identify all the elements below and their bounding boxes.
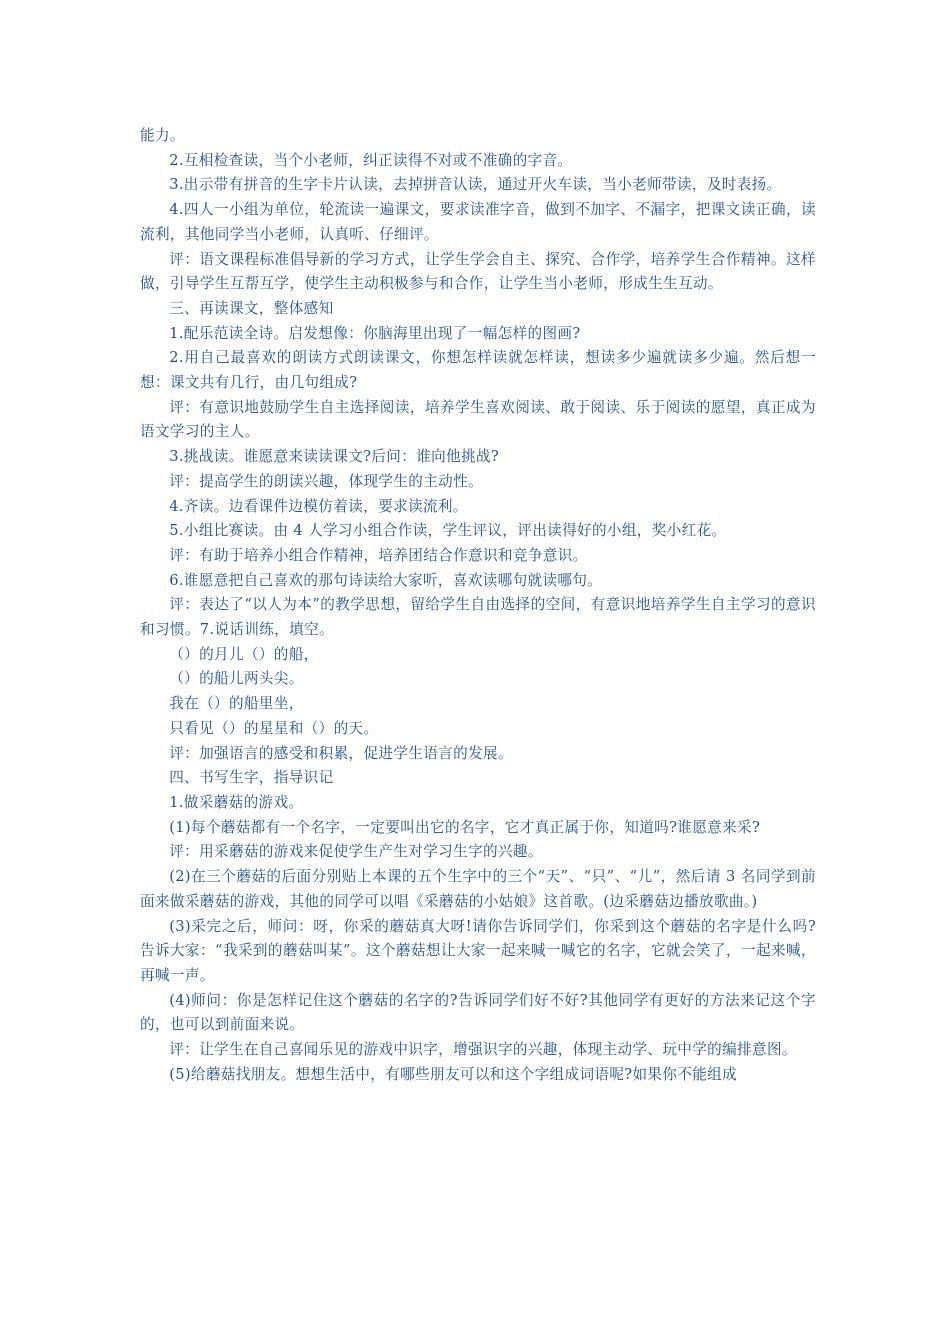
paragraph: 3.出示带有拼音的生字卡片认读，去掉拼音认读，通过开火车读，当小老师带读，及时表扬。 bbox=[169, 176, 782, 194]
paragraph: (3)采完之后，师问：呀，你采的蘑菇真大呀!请你告诉同学们，你采到这个蘑菇的名字是什么吗?告诉大家：“我采到的蘑菇叫某”。这个蘑菇想让大家一起来喊一喊它的名字，它就会笑了，一起来喊，再喊一声。 bbox=[140, 917, 816, 984]
paragraph: (5)给蘑菇找朋友。想想生活中，有哪些朋友可以和这个字组成词语呢?如果你不能组成 bbox=[169, 1065, 738, 1083]
commentary-paragraph: 评：语文课程标准倡导新的学习方式，让学生学会自主、探究、合作学，培养学生合作精神。这样做，引导学生互帮互学，使学生主动积极参与和合作，让学生当小老师，形成生生互动。 bbox=[140, 250, 816, 293]
section-heading: 四、书写生字，指导识记 bbox=[169, 769, 334, 787]
commentary-paragraph: 评：有意识地鼓励学生自主选择阅读，培养学生喜欢阅读、敢于阅读、乐于阅读的愿望，真正成为语文学习的主人。 bbox=[140, 398, 816, 441]
poem-line: 只看见（）的星星和（）的天。 bbox=[169, 719, 379, 737]
paragraph: (4)师问：你是怎样记住这个蘑菇的名字的?告诉同学们好不好?其他同学有更好的方法来记这个字的，也可以到前面来说。 bbox=[140, 991, 816, 1034]
paragraph: 1.做采蘑菇的游戏。 bbox=[169, 793, 304, 811]
poem-line: （）的船儿两头尖。 bbox=[169, 670, 304, 688]
paragraph: 1.配乐范读全诗。启发想像：你脑海里出现了一幅怎样的图画? bbox=[169, 324, 581, 342]
paragraph: 6.谁愿意把自己喜欢的那句诗读给大家听，喜欢读哪句就读哪句。 bbox=[169, 571, 603, 589]
poem-line: （）的月儿（）的船， bbox=[169, 645, 319, 663]
commentary-paragraph: 评：加强语言的感受和积累，促进学生语言的发展。 bbox=[169, 744, 513, 762]
poem-line: 我在（）的船里坐， bbox=[169, 695, 304, 713]
paragraph: 3.挑战读。谁愿意来读读课文?后问：谁向他挑战? bbox=[169, 448, 500, 466]
paragraph: 2.用自己最喜欢的朗读方式朗读课文，你想怎样读就怎样读，想读多少遍就读多少遍。然后想一想：课文共有几行，由几句组成? bbox=[140, 349, 816, 392]
commentary-paragraph: 评：有助于培养小组合作精神，培养团结合作意识和竞争意识。 bbox=[169, 546, 588, 564]
paragraph: 4.四人一小组为单位，轮流读一遍课文，要求读准字音，做到不加字、不漏字，把课文读正确，读流利，其他同学当小老师，认真听、仔细评。 bbox=[140, 201, 816, 243]
paragraph: 4.齐读。边看课件边模仿着读，要求读流利。 bbox=[169, 497, 468, 515]
document-body bbox=[140, 124, 816, 1087]
paragraph: 2.互相检查读，当个小老师，纠正读得不对或不准确的字音。 bbox=[169, 151, 573, 169]
section-heading: 三、再读课文，整体感知 bbox=[169, 299, 334, 317]
paragraph: 5.小组比赛读。由 4 人学习小组合作读，学生评议，评出读得好的小组，奖小红花。 bbox=[169, 522, 727, 540]
commentary-paragraph: 评：用采蘑菇的游戏来促使学生产生对学习生字的兴趣。 bbox=[169, 843, 543, 861]
paragraph: 能力。 bbox=[140, 127, 185, 144]
paragraph: (2)在三个蘑菇的后面分别贴上本课的五个生字中的三个“天”、“只”、“儿”，然后请 3 名同学到前面来做采蘑菇的游戏，其他的同学可以唱《采蘑菇的小姑娘》这首歌。(边采蘑菇边播放歌曲。) bbox=[140, 868, 816, 910]
commentary-paragraph: 评：提高学生的朗读兴趣，体现学生的主动性。 bbox=[169, 472, 484, 490]
commentary-paragraph: 评：让学生在自己喜闻乐见的游戏中识字，增强识字的兴趣，体现主动学、玩中学的编排意图。 bbox=[169, 1041, 797, 1059]
paragraph: (1)每个蘑菇都有一个名字，一定要叫出它的名字，它才真正属于你，知道吗?谁愿意来采? bbox=[169, 818, 761, 836]
commentary-paragraph: 评：表达了“以人为本”的教学思想，留给学生自由选择的空间，有意识地培养学生自主学习的意识和习惯。7.说话训练，填空。 bbox=[140, 596, 816, 639]
